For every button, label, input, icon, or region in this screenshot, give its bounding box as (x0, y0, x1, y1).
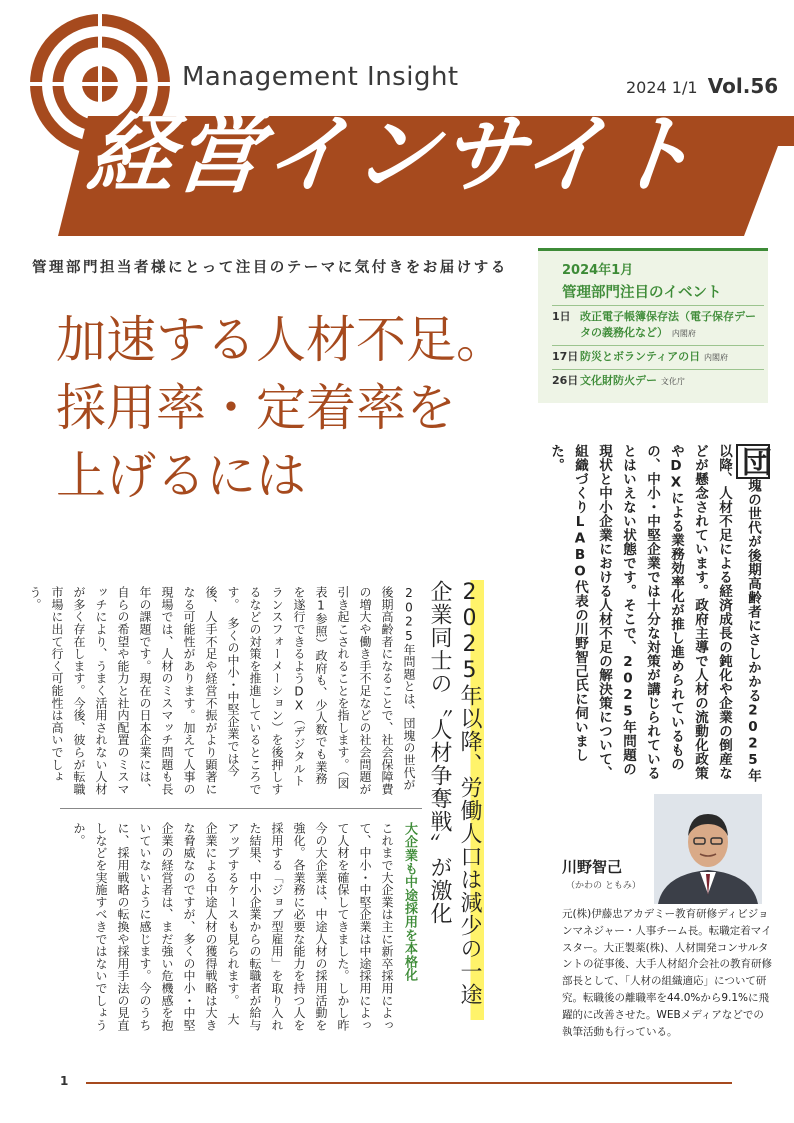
event-source: 文化庁 (660, 377, 685, 386)
events-box (538, 248, 768, 403)
divider (60, 808, 422, 809)
event-source: 内閣府 (671, 329, 696, 338)
profile-name: 川野智己 (562, 858, 623, 876)
issue-volume: Vol.56 (707, 74, 779, 98)
portrait-photo (654, 794, 762, 904)
brand-japanese: 経営インサイト (82, 105, 704, 205)
event-name: 改正電子帳簿保存法（電子保存データの義務化など） 内閣府 (580, 310, 756, 339)
issue-date: 2024 1/1 (626, 78, 698, 97)
section-subhead (424, 580, 484, 1020)
lead-paragraph (548, 444, 771, 789)
page-number: 1 (60, 1074, 69, 1088)
event-item (552, 305, 764, 345)
event-day: 1日 (552, 310, 571, 323)
body-text-upper: 2025年問題とは、団塊の世代が後期高齢者になることで、社会保障費の増大や働き手不足などの社会問題が引き起こされることを指します。（図表1参照）政府も、少人数でも業務を遂行できるようDX（デジタルトランスフォーメーション）を後押しするなどの対策を推進しているところです。 多くの中小・中堅企業では今後、人手不足や経営不振がより顕著になる可能性があります。加えて人事の現場では、人材のミスマッチ問題も長年の課題です。現在の日本企業には、自らの希望や能力と社内配置のミスマッチにより、うまく活用されない人材が多く存在します。今後、彼らが転職市場に出て行く可能性は高いでしょう。 (28, 586, 416, 796)
subhead-line: 2025年以降、労働人口は減少の一途 (454, 580, 484, 1020)
headline (56, 306, 546, 510)
headline-line: 上げるには (56, 447, 306, 505)
events-list (552, 305, 764, 393)
event-name: 防災とボランティアの日 内閣府 (580, 350, 728, 363)
brand-english: Management Insight (182, 62, 459, 92)
subhead-line: 企業同士の〝人材争奪戦〟が激化 (427, 580, 452, 925)
headline-line: 採用率・定着率を (56, 379, 456, 437)
headline-line: 加速する人材不足。 (56, 311, 506, 369)
events-month: 2024年1月 (562, 263, 634, 278)
event-item (552, 369, 764, 393)
event-item (552, 345, 764, 369)
profile-bio: 元(株)伊藤忠アカデミー教育研修ディビジョンマネジャー・人事チーム長。転職定着マイスター。大正製薬(株)、人材開発コンサルタントの従事後、大手人材紹介会社の教育研修部長として、「人材の組織適応」について研究。転職後の離職率を44.0%から9.1%に飛躍的に改善させた。WEBメディアなどでの執筆活動も行っている。 (562, 908, 772, 1038)
drop-cap: 団 (736, 446, 771, 477)
event-day: 17日 (552, 350, 579, 363)
event-source: 内閣府 (703, 353, 728, 362)
profile-ruby: （かわの ともみ） (566, 881, 641, 891)
issue-info (626, 74, 778, 98)
event-day: 26日 (552, 374, 579, 387)
body-text-lower: 大企業も中途採用を本格化 これまで大企業は主に新卒採用によって、中小・中堅企業は中途採用によって人材を確保してきました。しかし昨今の大企業は、中途人材の採用活動を強化。各業務に必要な能力を持つ人を採用する「ジョブ型雇用」を取り入れた結果、中小企業からの転職者が給与アップするケースも見られます。 大企業による中途人材の獲得戦略は大きな脅威なのですが、多くの中小・中堅企業の経営者は、まだ強い危機感を抱いていないように感じます。今のうちに、採用戦略の転換や採用手法の見直しなどを実施すべきではないでしょうか。 (80, 822, 420, 1032)
body-heading: 大企業も中途採用を本格化 (402, 822, 417, 982)
tagline: 管理部門担当者様にとって注目のテーマに気付きをお届けする (32, 260, 508, 276)
footer-rule (86, 1082, 732, 1084)
lead-text: 団塊の世代が後期高齢者にさしかかる2025年以降、人材不足による経済成長の鈍化や企業の倒産などが懸念されています。政府主導で人材の流動化政策やDXによる業務効率化が推し進められているものの、中小・中堅企業では十分な対策が講じられているとはいえない状態です。そこで、2025年問題の現状と中小企業における人材不足の解決策について、組織づくりLABO代表の川野智己氏に伺いました。 (548, 444, 771, 783)
event-name: 文化財防火デー 文化庁 (580, 374, 685, 387)
events-title: 管理部門注目のイベント (562, 285, 722, 301)
